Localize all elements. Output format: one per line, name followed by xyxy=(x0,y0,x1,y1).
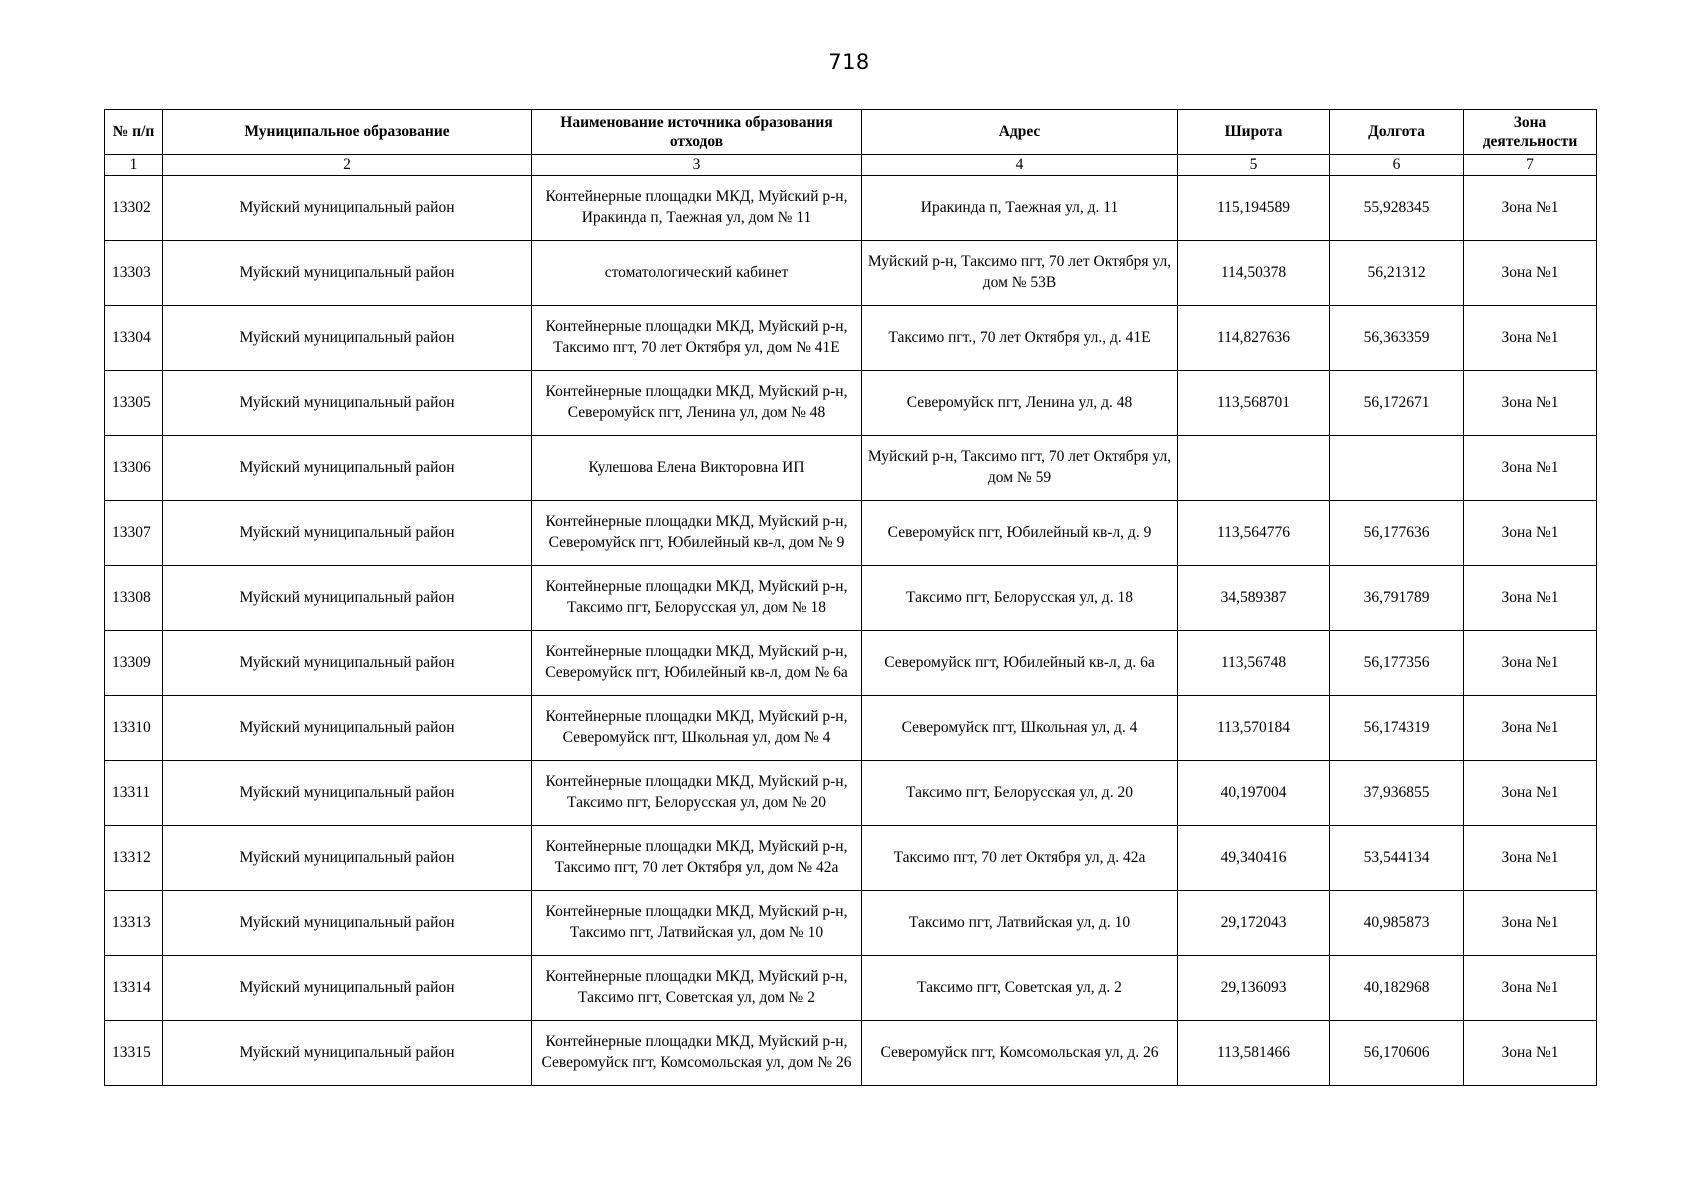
address-cell: Северомуйск пгт, Ленина ул, д. 48 xyxy=(862,371,1178,436)
row-number-cell: 13307 xyxy=(105,501,163,566)
column-numbering-row xyxy=(105,155,1597,176)
longitude-cell: 53,544134 xyxy=(1330,826,1464,891)
longitude-cell: 56,170606 xyxy=(1330,1021,1464,1086)
municipality-cell: Муйский муниципальный район xyxy=(163,631,532,696)
table-row xyxy=(105,436,1597,501)
address-cell: Таксимо пгт, 70 лет Октября ул, д. 42а xyxy=(862,826,1178,891)
zone-cell: Зона №1 xyxy=(1464,956,1597,1021)
municipality-cell: Муйский муниципальный район xyxy=(163,1021,532,1086)
zone-cell: Зона №1 xyxy=(1464,566,1597,631)
latitude-cell: 113,570184 xyxy=(1178,696,1330,761)
table-row xyxy=(105,696,1597,761)
longitude-cell: 40,985873 xyxy=(1330,891,1464,956)
column-number: 2 xyxy=(163,155,532,176)
row-number-cell: 13312 xyxy=(105,826,163,891)
latitude-cell: 113,568701 xyxy=(1178,371,1330,436)
latitude-cell: 113,56748 xyxy=(1178,631,1330,696)
municipality-cell: Муйский муниципальный район xyxy=(163,241,532,306)
zone-cell: Зона №1 xyxy=(1464,176,1597,241)
longitude-cell: 56,174319 xyxy=(1330,696,1464,761)
latitude-cell: 40,197004 xyxy=(1178,761,1330,826)
waste-source-cell: Контейнерные площадки МКД, Муйский р-н, Северомуйск пгт, Юбилейный кв-л, дом № 9 xyxy=(532,501,862,566)
address-cell: Северомуйск пгт, Юбилейный кв-л, д. 9 xyxy=(862,501,1178,566)
address-cell: Иракинда п, Таежная ул, д. 11 xyxy=(862,176,1178,241)
table-row xyxy=(105,631,1597,696)
address-cell: Таксимо пгт, Латвийская ул, д. 10 xyxy=(862,891,1178,956)
table-row xyxy=(105,826,1597,891)
latitude-cell: 114,827636 xyxy=(1178,306,1330,371)
zone-cell: Зона №1 xyxy=(1464,696,1597,761)
address-cell: Таксимо пгт, Белорусская ул, д. 18 xyxy=(862,566,1178,631)
municipality-cell: Муйский муниципальный район xyxy=(163,566,532,631)
column-header: Зона деятельности xyxy=(1464,110,1597,155)
waste-source-cell: Кулешова Елена Викторовна ИП xyxy=(532,436,862,501)
longitude-cell: 56,363359 xyxy=(1330,306,1464,371)
latitude-cell: 115,194589 xyxy=(1178,176,1330,241)
municipality-cell: Муйский муниципальный район xyxy=(163,176,532,241)
zone-cell: Зона №1 xyxy=(1464,761,1597,826)
row-number-cell: 13309 xyxy=(105,631,163,696)
latitude-cell: 34,589387 xyxy=(1178,566,1330,631)
zone-cell: Зона №1 xyxy=(1464,891,1597,956)
longitude-cell: 56,21312 xyxy=(1330,241,1464,306)
waste-source-cell: Контейнерные площадки МКД, Муйский р-н, Иракинда п, Таежная ул, дом № 11 xyxy=(532,176,862,241)
zone-cell: Зона №1 xyxy=(1464,631,1597,696)
row-number-cell: 13305 xyxy=(105,371,163,436)
column-header: Адрес xyxy=(862,110,1178,155)
latitude-cell: 114,50378 xyxy=(1178,241,1330,306)
zone-cell: Зона №1 xyxy=(1464,1021,1597,1086)
longitude-cell: 37,936855 xyxy=(1330,761,1464,826)
municipality-cell: Муйский муниципальный район xyxy=(163,371,532,436)
table-row xyxy=(105,306,1597,371)
row-number-cell: 13306 xyxy=(105,436,163,501)
waste-sources-table xyxy=(104,109,1597,1086)
address-cell: Таксимо пгт., 70 лет Октября ул., д. 41Е xyxy=(862,306,1178,371)
latitude-cell: 29,136093 xyxy=(1178,956,1330,1021)
waste-source-cell: Контейнерные площадки МКД, Муйский р-н, Таксимо пгт, Латвийская ул, дом № 10 xyxy=(532,891,862,956)
column-number: 6 xyxy=(1330,155,1464,176)
longitude-cell: 36,791789 xyxy=(1330,566,1464,631)
column-number: 1 xyxy=(105,155,163,176)
municipality-cell: Муйский муниципальный район xyxy=(163,761,532,826)
waste-source-cell: Контейнерные площадки МКД, Муйский р-н, Северомуйск пгт, Ленина ул, дом № 48 xyxy=(532,371,862,436)
waste-source-cell: Контейнерные площадки МКД, Муйский р-н, Северомуйск пгт, Комсомольская ул, дом № 26 xyxy=(532,1021,862,1086)
waste-source-cell: стоматологический кабинет xyxy=(532,241,862,306)
municipality-cell: Муйский муниципальный район xyxy=(163,696,532,761)
longitude-cell: 56,177356 xyxy=(1330,631,1464,696)
municipality-cell: Муйский муниципальный район xyxy=(163,306,532,371)
zone-cell: Зона №1 xyxy=(1464,826,1597,891)
longitude-cell: 40,182968 xyxy=(1330,956,1464,1021)
row-number-cell: 13304 xyxy=(105,306,163,371)
address-cell: Муйский р-н, Таксимо пгт, 70 лет Октября ул, дом № 59 xyxy=(862,436,1178,501)
address-cell: Таксимо пгт, Советская ул, д. 2 xyxy=(862,956,1178,1021)
municipality-cell: Муйский муниципальный район xyxy=(163,501,532,566)
latitude-cell: 113,581466 xyxy=(1178,1021,1330,1086)
row-number-cell: 13314 xyxy=(105,956,163,1021)
waste-source-cell: Контейнерные площадки МКД, Муйский р-н, Таксимо пгт, 70 лет Октября ул, дом № 41Е xyxy=(532,306,862,371)
municipality-cell: Муйский муниципальный район xyxy=(163,436,532,501)
column-number: 4 xyxy=(862,155,1178,176)
latitude-cell: 113,564776 xyxy=(1178,501,1330,566)
address-cell: Муйский р-н, Таксимо пгт, 70 лет Октября ул, дом № 53В xyxy=(862,241,1178,306)
address-cell: Северомуйск пгт, Комсомольская ул, д. 26 xyxy=(862,1021,1178,1086)
column-number: 5 xyxy=(1178,155,1330,176)
table-row xyxy=(105,501,1597,566)
row-number-cell: 13302 xyxy=(105,176,163,241)
row-number-cell: 13311 xyxy=(105,761,163,826)
longitude-cell: 55,928345 xyxy=(1330,176,1464,241)
row-number-cell: 13310 xyxy=(105,696,163,761)
column-header: Широта xyxy=(1178,110,1330,155)
waste-source-cell: Контейнерные площадки МКД, Муйский р-н, Северомуйск пгт, Юбилейный кв-л, дом № 6а xyxy=(532,631,862,696)
column-header: Долгота xyxy=(1330,110,1464,155)
column-header: Наименование источника образования отходов xyxy=(532,110,862,155)
zone-cell: Зона №1 xyxy=(1464,241,1597,306)
page-number: 718 xyxy=(828,50,870,74)
address-cell: Северомуйск пгт, Школьная ул, д. 4 xyxy=(862,696,1178,761)
column-number: 7 xyxy=(1464,155,1597,176)
zone-cell: Зона №1 xyxy=(1464,501,1597,566)
zone-cell: Зона №1 xyxy=(1464,371,1597,436)
address-cell: Северомуйск пгт, Юбилейный кв-л, д. 6а xyxy=(862,631,1178,696)
latitude-cell: 49,340416 xyxy=(1178,826,1330,891)
waste-source-cell: Контейнерные площадки МКД, Муйский р-н, Таксимо пгт, Белорусская ул, дом № 18 xyxy=(532,566,862,631)
municipality-cell: Муйский муниципальный район xyxy=(163,956,532,1021)
address-cell: Таксимо пгт, Белорусская ул, д. 20 xyxy=(862,761,1178,826)
row-number-cell: 13315 xyxy=(105,1021,163,1086)
table-row xyxy=(105,761,1597,826)
table-row xyxy=(105,1021,1597,1086)
longitude-cell xyxy=(1330,436,1464,501)
waste-source-cell: Контейнерные площадки МКД, Муйский р-н, Северомуйск пгт, Школьная ул, дом № 4 xyxy=(532,696,862,761)
table-row xyxy=(105,176,1597,241)
table-row xyxy=(105,956,1597,1021)
column-header: № п/п xyxy=(105,110,163,155)
latitude-cell xyxy=(1178,436,1330,501)
column-number: 3 xyxy=(532,155,862,176)
column-header: Муниципальное образование xyxy=(163,110,532,155)
longitude-cell: 56,177636 xyxy=(1330,501,1464,566)
table-row xyxy=(105,566,1597,631)
row-number-cell: 13303 xyxy=(105,241,163,306)
zone-cell: Зона №1 xyxy=(1464,436,1597,501)
row-number-cell: 13313 xyxy=(105,891,163,956)
table-row xyxy=(105,891,1597,956)
header-row xyxy=(105,110,1597,155)
longitude-cell: 56,172671 xyxy=(1330,371,1464,436)
waste-source-cell: Контейнерные площадки МКД, Муйский р-н, Таксимо пгт, Советская ул, дом № 2 xyxy=(532,956,862,1021)
municipality-cell: Муйский муниципальный район xyxy=(163,826,532,891)
table-row xyxy=(105,371,1597,436)
table-row xyxy=(105,241,1597,306)
row-number-cell: 13308 xyxy=(105,566,163,631)
zone-cell: Зона №1 xyxy=(1464,306,1597,371)
municipality-cell: Муйский муниципальный район xyxy=(163,891,532,956)
waste-source-cell: Контейнерные площадки МКД, Муйский р-н, Таксимо пгт, 70 лет Октября ул, дом № 42а xyxy=(532,826,862,891)
latitude-cell: 29,172043 xyxy=(1178,891,1330,956)
waste-source-cell: Контейнерные площадки МКД, Муйский р-н, Таксимо пгт, Белорусская ул, дом № 20 xyxy=(532,761,862,826)
